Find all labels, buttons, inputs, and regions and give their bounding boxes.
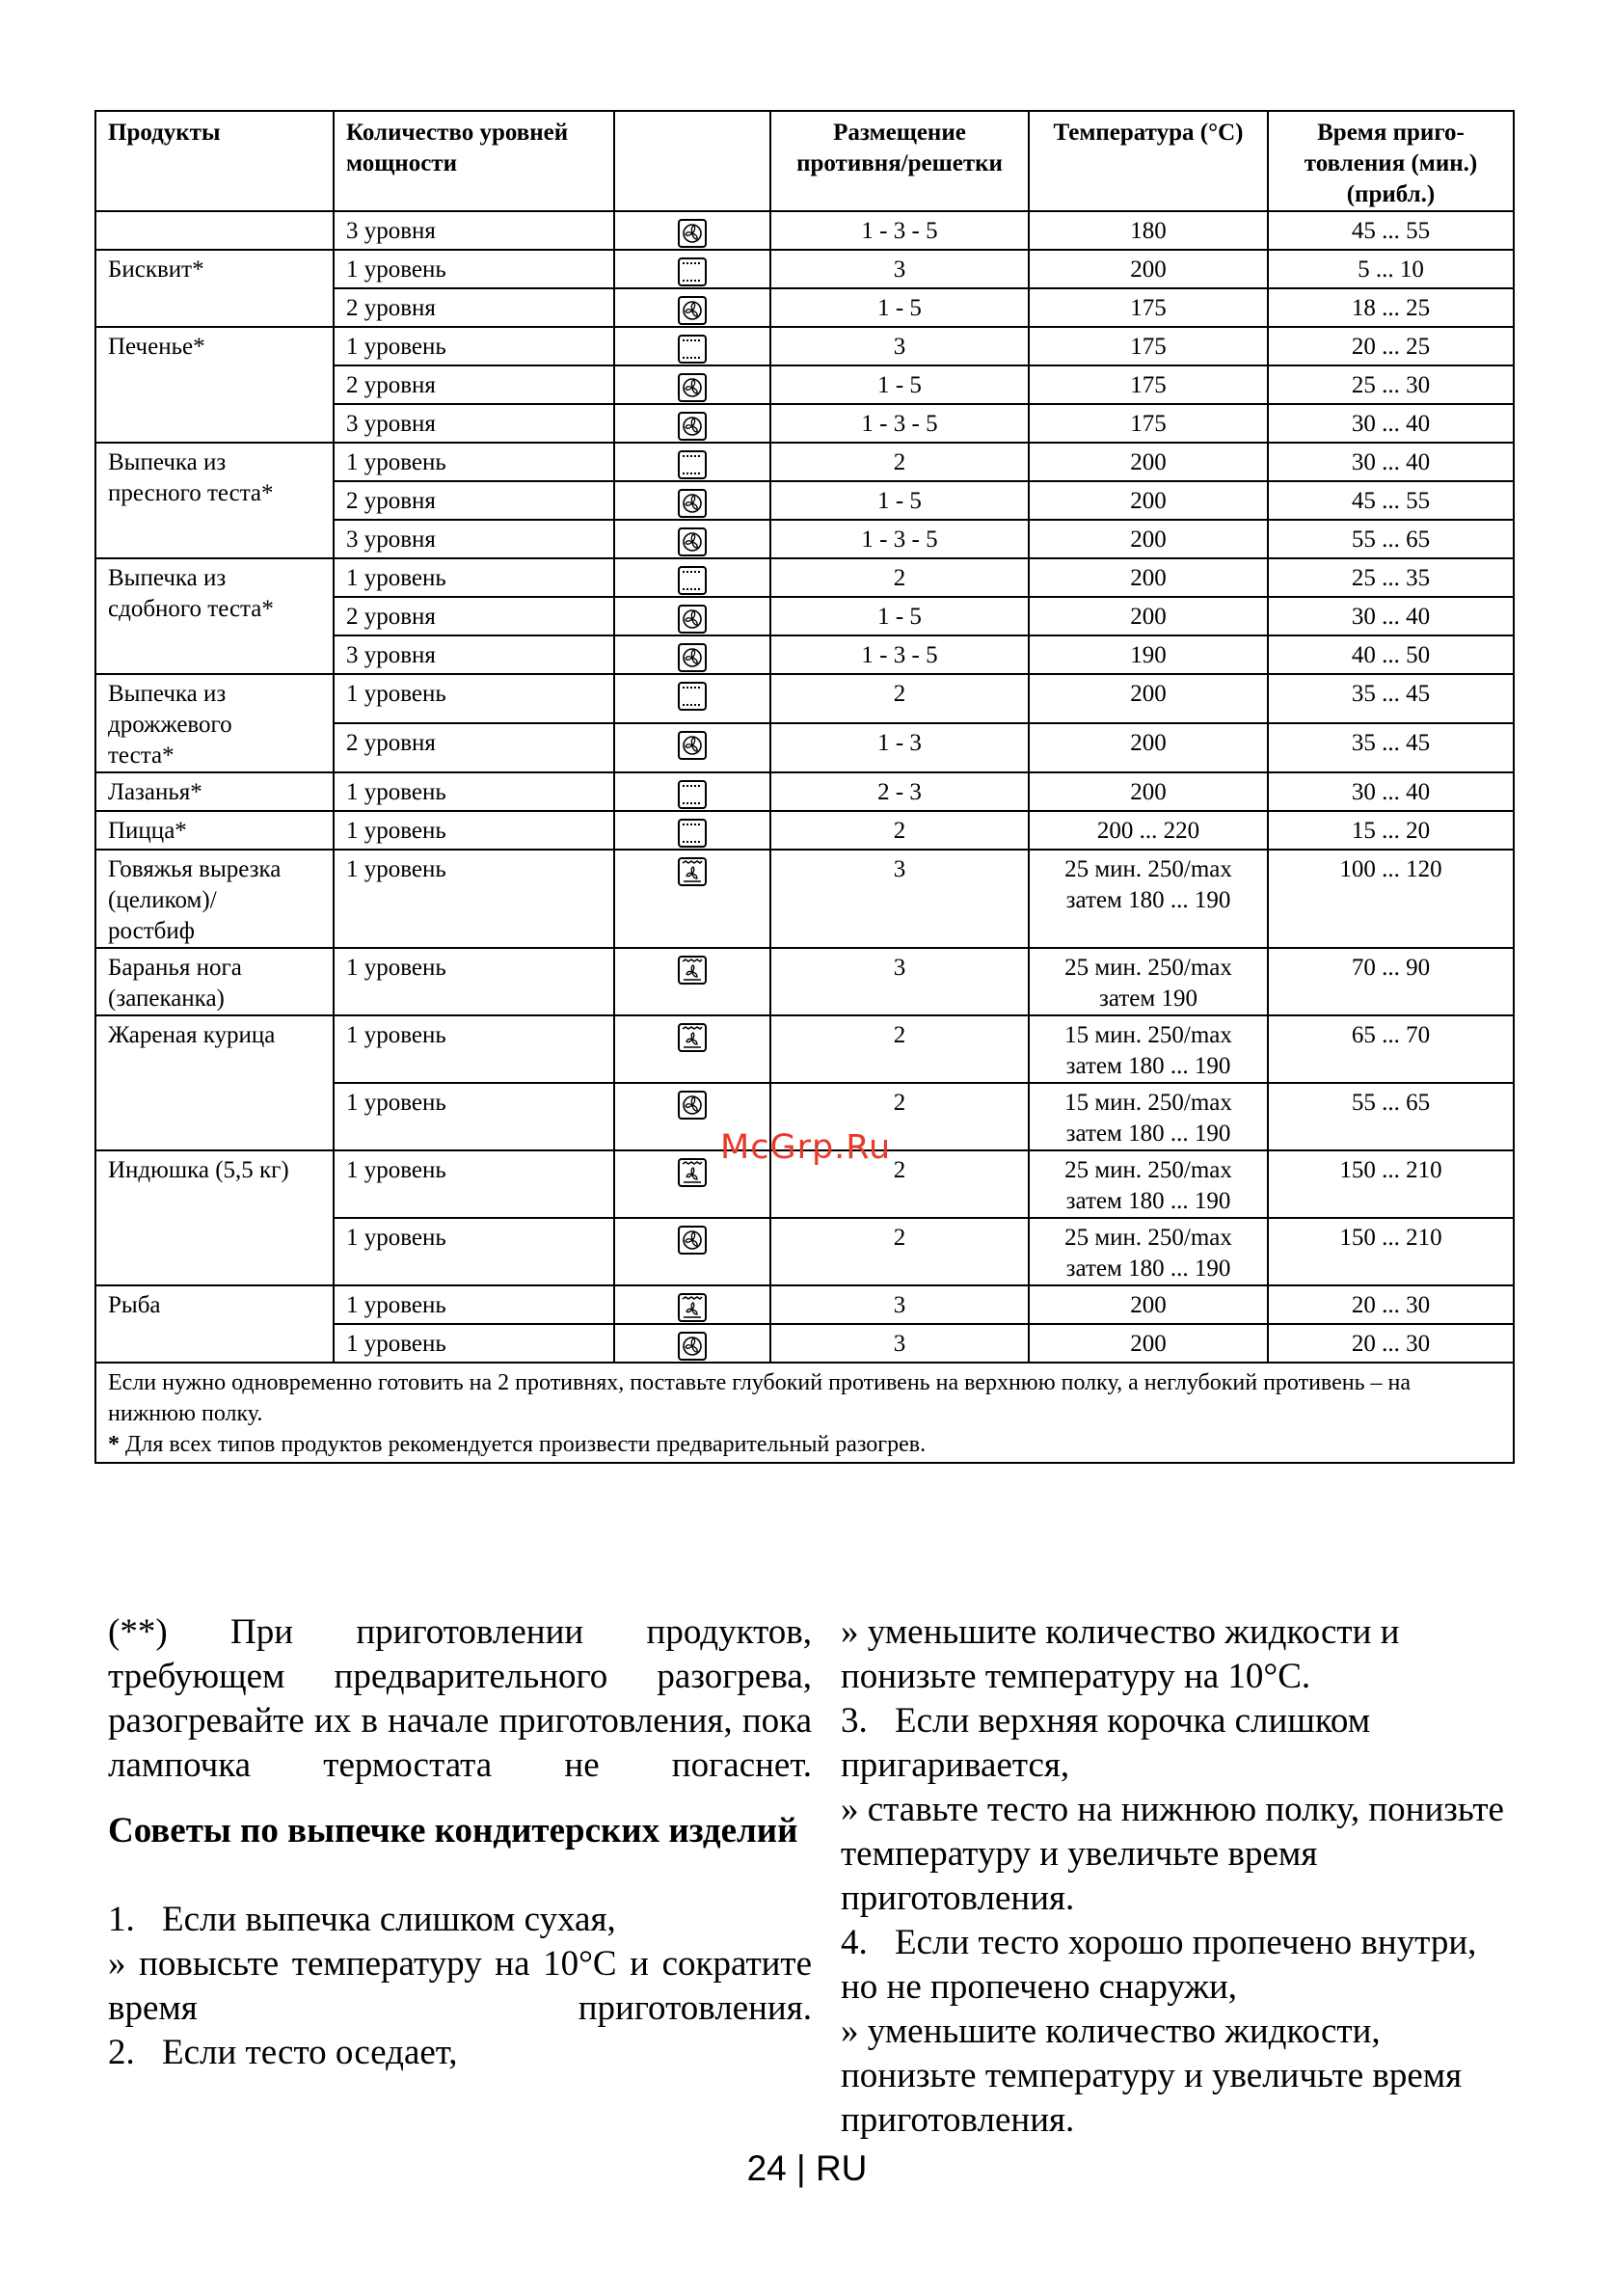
top-bottom-heating-icon [677, 565, 708, 596]
time-cell: 35 ... 45 [1268, 723, 1514, 772]
mode-cell [614, 948, 770, 1015]
grill-fan-icon [677, 1157, 708, 1188]
levels-cell: 1 уровень [334, 850, 614, 948]
position-cell: 1 - 5 [770, 288, 1029, 327]
time-cell: 30 ... 40 [1268, 772, 1514, 811]
temperature-cell: 25 мин. 250/max затем 180 ... 190 [1029, 1218, 1268, 1285]
mode-cell [614, 520, 770, 558]
position-cell: 2 [770, 443, 1029, 481]
time-cell: 55 ... 65 [1268, 1083, 1514, 1150]
position-cell: 3 [770, 327, 1029, 365]
mode-cell [614, 481, 770, 520]
note-star: * [108, 1432, 120, 1457]
levels-cell: 1 уровень [334, 674, 614, 723]
tip-1 [108, 1898, 812, 1942]
note-line-1: Если нужно одновременно готовить на 2 противнях, поставьте глубокий противень на верхнюю полку, а неглубокий противень – на нижнюю полку. [108, 1370, 1412, 1426]
mode-cell [614, 723, 770, 772]
mode-cell [614, 1285, 770, 1324]
mode-cell [614, 211, 770, 250]
temperature-cell: 15 мин. 250/max затем 180 ... 190 [1029, 1015, 1268, 1083]
tip-4-action: » уменьшите количество жидкости, понизьте температуру и увеличьте время приготовления. [841, 2012, 1463, 2140]
time-cell: 45 ... 55 [1268, 481, 1514, 520]
table-notes [95, 1363, 1514, 1463]
table-header-row [95, 111, 1514, 211]
header-levels: Количество уровней мощности [334, 111, 614, 211]
position-cell: 2 [770, 1150, 1029, 1218]
levels-cell: 1 уровень [334, 1083, 614, 1150]
top-bottom-heating-icon [677, 681, 708, 712]
right-column [841, 1610, 1516, 2143]
fan-heating-icon [677, 411, 708, 442]
product-cell: Выпечка из дрожжевого теста* [95, 674, 334, 772]
product-cell: Индюшка (5,5 кг) [95, 1150, 334, 1285]
time-cell: 100 ... 120 [1268, 850, 1514, 948]
levels-cell: 3 уровня [334, 211, 614, 250]
top-bottom-heating-icon [677, 257, 708, 287]
notes-row [95, 1363, 1514, 1463]
temperature-cell: 200 [1029, 481, 1268, 520]
header-temperature: Температура (°С) [1029, 111, 1268, 211]
tip-2-action: » уменьшите количество жидкости и понизьте температуру на 10°С. [841, 1612, 1400, 1696]
top-bottom-heating-icon [677, 818, 708, 849]
mode-cell [614, 674, 770, 723]
levels-cell: 3 уровня [334, 520, 614, 558]
time-cell: 30 ... 40 [1268, 404, 1514, 443]
table-row [95, 211, 1514, 250]
temperature-cell: 190 [1029, 635, 1268, 674]
levels-cell: 3 уровня [334, 635, 614, 674]
mode-cell [614, 811, 770, 850]
tip-1-number: 1. [108, 1900, 135, 1939]
mode-cell [614, 1218, 770, 1285]
page-footer [0, 2148, 1614, 2189]
product-cell: Выпечка из сдобного теста* [95, 558, 334, 674]
table-row [95, 811, 1514, 850]
time-cell: 45 ... 55 [1268, 211, 1514, 250]
levels-cell: 2 уровня [334, 288, 614, 327]
mode-cell [614, 288, 770, 327]
top-bottom-heating-icon [677, 779, 708, 810]
time-cell: 150 ... 210 [1268, 1150, 1514, 1218]
fan-heating-icon [677, 218, 708, 249]
mode-cell [614, 327, 770, 365]
temperature-cell: 200 [1029, 1285, 1268, 1324]
time-cell: 40 ... 50 [1268, 635, 1514, 674]
temperature-cell: 175 [1029, 327, 1268, 365]
levels-cell: 1 уровень [334, 327, 614, 365]
tip-3-title: Если верхняя корочка слишком пригаривается, [841, 1701, 1371, 1785]
table-row [95, 443, 1514, 481]
position-cell: 1 - 5 [770, 365, 1029, 404]
table-row [95, 1015, 1514, 1083]
note-line-2 [108, 1429, 1501, 1460]
time-cell: 20 ... 30 [1268, 1324, 1514, 1363]
table-row [95, 1285, 1514, 1324]
position-cell: 2 [770, 1218, 1029, 1285]
footer-separator: | [796, 2148, 806, 2188]
temperature-cell: 200 [1029, 250, 1268, 288]
levels-cell: 1 уровень [334, 1015, 614, 1083]
levels-cell: 1 уровень [334, 1218, 614, 1285]
table-row [95, 558, 1514, 597]
tip-2 [108, 2031, 812, 2075]
position-cell: 1 - 5 [770, 481, 1029, 520]
time-cell: 30 ... 40 [1268, 597, 1514, 635]
page-number: 24 [746, 2148, 787, 2188]
mode-cell [614, 850, 770, 948]
note-line-2-text: Для всех типов продуктов рекомендуется произвести предварительный разогрев. [120, 1432, 927, 1457]
time-cell: 20 ... 25 [1268, 327, 1514, 365]
time-cell: 5 ... 10 [1268, 250, 1514, 288]
table-row [95, 327, 1514, 365]
mode-cell [614, 365, 770, 404]
position-cell: 2 [770, 811, 1029, 850]
fan-heating-icon [677, 488, 708, 519]
position-cell: 3 [770, 850, 1029, 948]
product-cell: Баранья нога (запеканка) [95, 948, 334, 1015]
levels-cell: 1 уровень [334, 1285, 614, 1324]
product-cell: Бисквит* [95, 250, 334, 327]
temperature-cell: 25 мин. 250/max затем 190 [1029, 948, 1268, 1015]
fan-heating-icon [677, 1225, 708, 1256]
levels-cell: 1 уровень [334, 1150, 614, 1218]
time-cell: 18 ... 25 [1268, 288, 1514, 327]
table-row [95, 674, 1514, 723]
grill-fan-icon [677, 856, 708, 887]
temperature-cell: 175 [1029, 288, 1268, 327]
mode-cell [614, 558, 770, 597]
time-cell: 150 ... 210 [1268, 1218, 1514, 1285]
temperature-cell: 25 мин. 250/max затем 180 ... 190 [1029, 850, 1268, 948]
table-row [95, 850, 1514, 948]
tip-1-action: » повысьте температуру на 10°С и сократите время приготовления. [108, 1944, 812, 2028]
mode-cell [614, 1015, 770, 1083]
position-cell: 1 - 3 [770, 723, 1029, 772]
levels-cell: 1 уровень [334, 948, 614, 1015]
top-bottom-heating-icon [677, 334, 708, 365]
temperature-cell: 200 [1029, 558, 1268, 597]
temperature-cell: 200 [1029, 443, 1268, 481]
table-row [95, 772, 1514, 811]
tip-4 [841, 1921, 1516, 2010]
levels-cell: 2 уровня [334, 723, 614, 772]
product-cell: Лазанья* [95, 772, 334, 811]
position-cell: 2 - 3 [770, 772, 1029, 811]
time-cell: 30 ... 40 [1268, 443, 1514, 481]
cooking-table [94, 110, 1515, 1464]
product-cell: Пицца* [95, 811, 334, 850]
tip-3-action: » ставьте тесто на нижнюю полку, понизьте температуру и увеличьте время приготовления. [841, 1790, 1504, 1918]
product-cell: Выпечка из пресного теста* [95, 443, 334, 558]
temperature-cell: 200 [1029, 520, 1268, 558]
levels-cell: 1 уровень [334, 558, 614, 597]
position-cell: 2 [770, 674, 1029, 723]
fan-heating-icon [677, 1090, 708, 1121]
levels-cell: 2 уровня [334, 481, 614, 520]
temperature-cell: 175 [1029, 404, 1268, 443]
mode-cell [614, 772, 770, 811]
levels-cell: 2 уровня [334, 365, 614, 404]
temperature-cell: 200 [1029, 723, 1268, 772]
mode-cell [614, 597, 770, 635]
table-body [95, 211, 1514, 1363]
mode-cell [614, 404, 770, 443]
levels-cell: 1 уровень [334, 250, 614, 288]
tip-3-number: 3. [841, 1701, 868, 1741]
fan-heating-icon [677, 604, 708, 635]
watermark: McGrp.Ru [720, 1128, 892, 1167]
position-cell: 1 - 3 - 5 [770, 211, 1029, 250]
tip-3 [841, 1699, 1516, 1788]
header-product: Продукты [95, 111, 334, 211]
position-cell: 2 [770, 558, 1029, 597]
time-cell: 35 ... 45 [1268, 674, 1514, 723]
product-cell: Жареная курица [95, 1015, 334, 1150]
header-time: Время приго-товления (мин.) (прибл.) [1268, 111, 1514, 211]
temperature-cell: 200 [1029, 674, 1268, 723]
product-cell: Рыба [95, 1285, 334, 1363]
fan-heating-icon [677, 295, 708, 326]
temperature-cell: 200 ... 220 [1029, 811, 1268, 850]
product-cell: Говяжья вырезка (целиком)/ ростбиф [95, 850, 334, 948]
left-column [108, 1610, 812, 2075]
mode-cell [614, 443, 770, 481]
position-cell: 1 - 3 - 5 [770, 520, 1029, 558]
temperature-cell: 175 [1029, 365, 1268, 404]
grill-fan-icon [677, 1292, 708, 1323]
position-cell: 1 - 5 [770, 597, 1029, 635]
grill-fan-icon [677, 955, 708, 986]
tip-2-title: Если тесто оседает, [162, 2033, 458, 2072]
tip-4-number: 4. [841, 1923, 868, 1962]
mode-cell [614, 250, 770, 288]
header-position: Размещение противня/решетки [770, 111, 1029, 211]
time-cell: 55 ... 65 [1268, 520, 1514, 558]
position-cell: 2 [770, 1015, 1029, 1083]
temperature-cell: 180 [1029, 211, 1268, 250]
position-cell: 3 [770, 250, 1029, 288]
temperature-cell: 200 [1029, 1324, 1268, 1363]
tip-1-title: Если выпечка слишком сухая, [162, 1900, 616, 1939]
temperature-cell: 15 мин. 250/max затем 180 ... 190 [1029, 1083, 1268, 1150]
temperature-cell: 25 мин. 250/max затем 180 ... 190 [1029, 1150, 1268, 1218]
mode-cell [614, 635, 770, 674]
levels-cell: 2 уровня [334, 597, 614, 635]
fan-heating-icon [677, 372, 708, 403]
section-title: Советы по выпечке кондитерских изделий [108, 1811, 798, 1850]
tip-2-number: 2. [108, 2033, 135, 2072]
table-row [95, 250, 1514, 288]
time-cell: 20 ... 30 [1268, 1285, 1514, 1324]
time-cell: 15 ... 20 [1268, 811, 1514, 850]
position-cell: 3 [770, 1324, 1029, 1363]
fan-heating-icon [677, 730, 708, 761]
temperature-cell: 200 [1029, 772, 1268, 811]
levels-cell: 3 уровня [334, 404, 614, 443]
levels-cell: 1 уровень [334, 811, 614, 850]
levels-cell: 1 уровень [334, 1324, 614, 1363]
header-mode [614, 111, 770, 211]
footer-language: RU [815, 2148, 868, 2188]
temperature-cell: 200 [1029, 597, 1268, 635]
position-cell: 3 [770, 948, 1029, 1015]
product-cell [95, 211, 334, 250]
levels-cell: 1 уровень [334, 772, 614, 811]
fan-heating-icon [677, 527, 708, 557]
position-cell: 1 - 3 - 5 [770, 404, 1029, 443]
preheat-note: (**) При приготовлении продуктов, требующем предварительного разогрева, разогревайте их в начале приготовления, пока лампочка термостата не погаснет. [108, 1612, 812, 1785]
mode-cell [614, 1324, 770, 1363]
position-cell: 3 [770, 1285, 1029, 1324]
time-cell: 25 ... 30 [1268, 365, 1514, 404]
levels-cell: 1 уровень [334, 443, 614, 481]
grill-fan-icon [677, 1022, 708, 1053]
table-row [95, 948, 1514, 1015]
position-cell: 1 - 3 - 5 [770, 635, 1029, 674]
position-cell: 2 [770, 1083, 1029, 1150]
fan-heating-icon [677, 1331, 708, 1362]
product-cell: Печенье* [95, 327, 334, 443]
fan-heating-icon [677, 642, 708, 673]
tip-4-title: Если тесто хорошо пропечено внутри, но не пропечено снаружи, [841, 1923, 1477, 2007]
top-bottom-heating-icon [677, 449, 708, 480]
time-cell: 25 ... 35 [1268, 558, 1514, 597]
time-cell: 65 ... 70 [1268, 1015, 1514, 1083]
time-cell: 70 ... 90 [1268, 948, 1514, 1015]
